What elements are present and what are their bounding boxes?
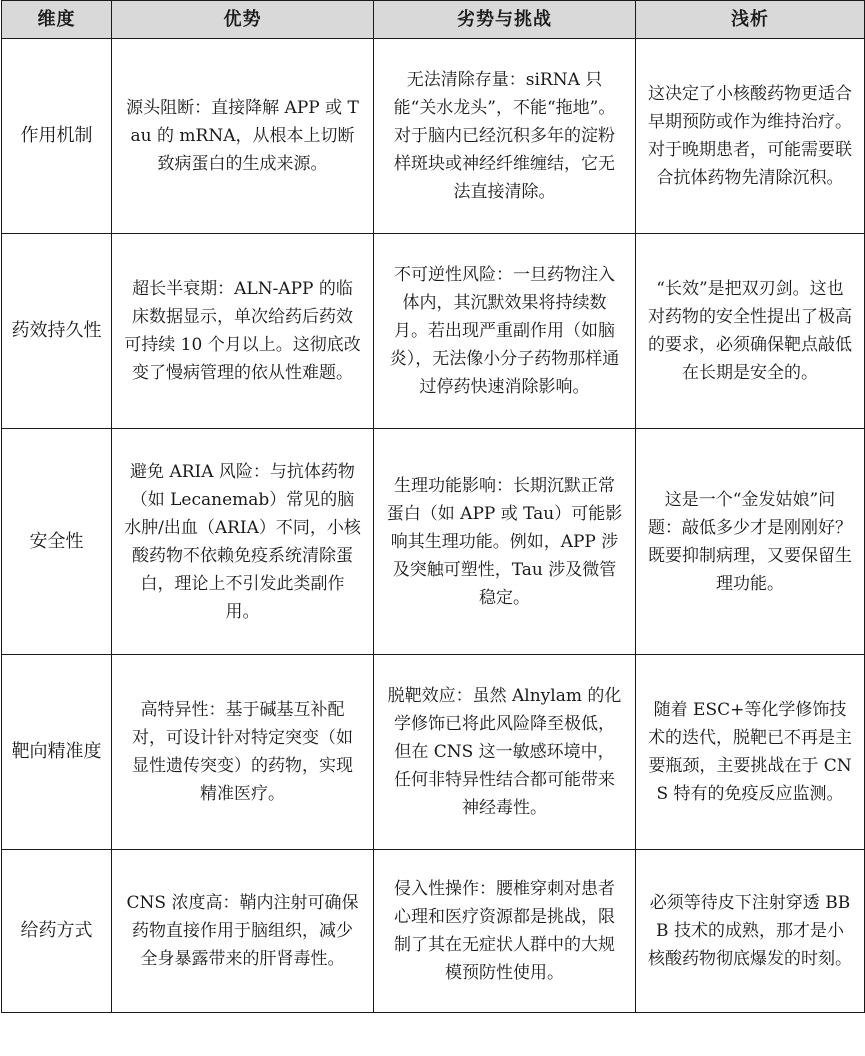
header-advantage: 优势 xyxy=(112,1,374,39)
table-row xyxy=(2,429,865,655)
analysis-cell: 这是一个“金发姑娘”问题：敲低多少才是刚刚好？既要抑制病理，又要保留生理功能。 xyxy=(636,429,865,655)
advantage-cell: CNS 浓度高：鞘内注射可确保药物直接作用于脑组织，减少全身暴露带来的肝肾毒性。 xyxy=(112,850,374,1013)
dimension-cell: 靶向精准度 xyxy=(2,655,112,850)
advantage-cell: 源头阻断：直接降解 APP 或 Tau 的 mRNA，从根本上切断致病蛋白的生成来源。 xyxy=(112,39,374,234)
challenge-cell: 脱靶效应：虽然 Alnylam 的化学修饰已将此风险降至极低，但在 CNS 这一敏感环境中，任何非特异性结合都可能带来神经毒性。 xyxy=(374,655,636,850)
dimension-cell: 作用机制 xyxy=(2,39,112,234)
analysis-cell: 随着 ESC+等化学修饰技术的迭代，脱靶已不再是主要瓶颈，主要挑战在于 CNS 特有的免疫反应监测。 xyxy=(636,655,865,850)
advantage-cell: 高特异性：基于碱基互补配对，可设计针对特定突变（如显性遗传突变）的药物，实现精准医疗。 xyxy=(112,655,374,850)
analysis-cell: 这决定了小核酸药物更适合早期预防或作为维持治疗。对于晚期患者，可能需要联合抗体药物先清除沉积。 xyxy=(636,39,865,234)
challenge-cell: 生理功能影响：长期沉默正常蛋白（如 APP 或 Tau）可能影响其生理功能。例如，APP 涉及突触可塑性，Tau 涉及微管稳定。 xyxy=(374,429,636,655)
table-row xyxy=(2,39,865,234)
analysis-cell: “长效”是把双刃剑。这也对药物的安全性提出了极高的要求，必须确保靶点敲低在长期是安全的。 xyxy=(636,234,865,429)
challenge-cell: 无法清除存量：siRNA 只能“关水龙头”，不能“拖地”。对于脑内已经沉积多年的淀粉样斑块或神经纤维缠结，它无法直接清除。 xyxy=(374,39,636,234)
table-header-row xyxy=(2,1,865,39)
comparison-table xyxy=(1,0,865,1013)
header-challenge: 劣势与挑战 xyxy=(374,1,636,39)
challenge-cell: 不可逆性风险：一旦药物注入体内，其沉默效果将持续数月。若出现严重副作用（如脑炎），无法像小分子药物那样通过停药快速消除影响。 xyxy=(374,234,636,429)
table-row xyxy=(2,850,865,1013)
dimension-cell: 安全性 xyxy=(2,429,112,655)
challenge-cell: 侵入性操作：腰椎穿刺对患者心理和医疗资源都是挑战，限制了其在无症状人群中的大规模预防性使用。 xyxy=(374,850,636,1013)
header-dimension: 维度 xyxy=(2,1,112,39)
table-row xyxy=(2,655,865,850)
header-analysis: 浅析 xyxy=(636,1,865,39)
advantage-cell: 超长半衰期：ALN-APP 的临床数据显示，单次给药后药效可持续 10 个月以上。这彻底改变了慢病管理的依从性难题。 xyxy=(112,234,374,429)
dimension-cell: 药效持久性 xyxy=(2,234,112,429)
dimension-cell: 给药方式 xyxy=(2,850,112,1013)
analysis-cell: 必须等待皮下注射穿透 BBB 技术的成熟，那才是小核酸药物彻底爆发的时刻。 xyxy=(636,850,865,1013)
table-row xyxy=(2,234,865,429)
advantage-cell: 避免 ARIA 风险：与抗体药物（如 Lecanemab）常见的脑水肿/出血（ARIA）不同，小核酸药物不依赖免疫系统清除蛋白，理论上不引发此类副作用。 xyxy=(112,429,374,655)
